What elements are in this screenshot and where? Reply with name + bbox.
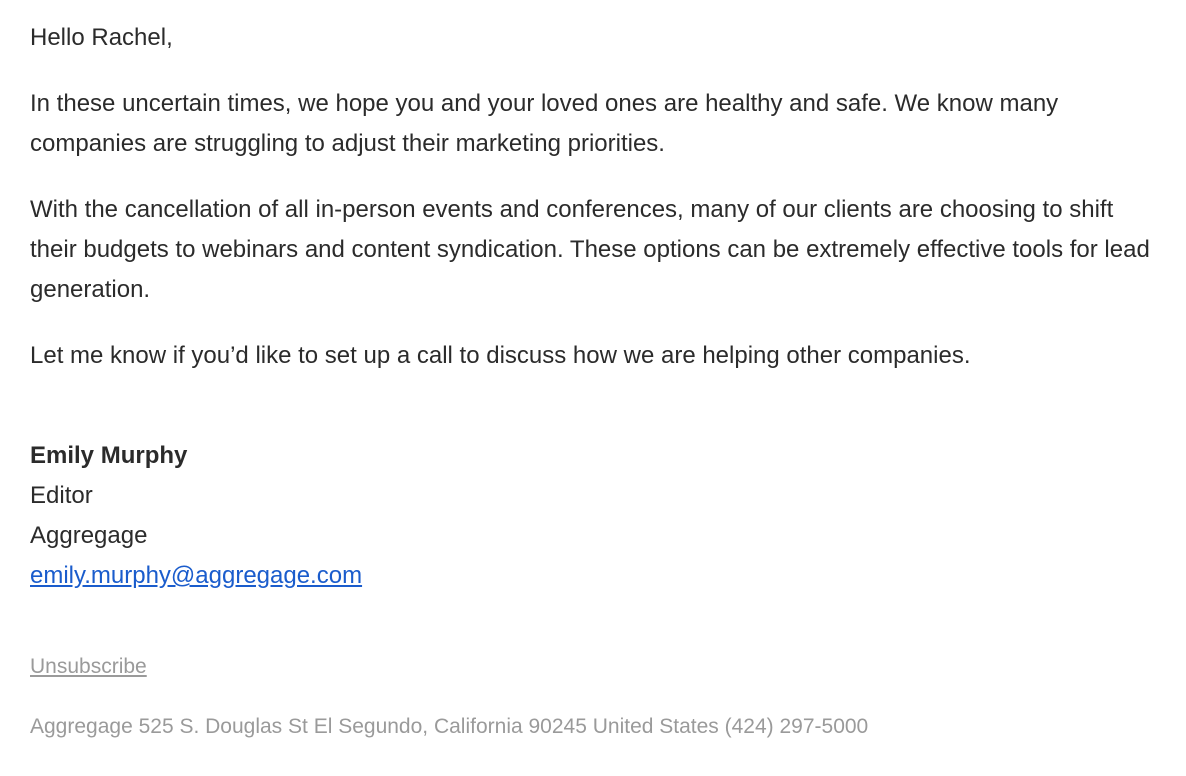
email-body [30,0,1160,742]
body-paragraph-3: Let me know if you’d like to set up a call to discuss how we are helping other companies. [30,342,971,369]
signature-name: Emily Murphy [30,442,188,469]
body-paragraph-1: In these uncertain times, we hope you and your loved ones are healthy and safe. We know many companies are struggling to adjust their marketing priorities. [30,90,1059,157]
greeting: Hello Rachel, [30,24,173,51]
signature-company: Aggregage [30,522,148,549]
signature-block [30,436,1160,596]
body-paragraph-2: With the cancellation of all in-person events and conferences, many of our clients are choosing to shift their budgets to webinars and content syndication. These options can be extremely effective tools for lead generation. [30,196,1150,303]
unsubscribe-link[interactable]: Unsubscribe [30,655,147,678]
footer-address: Aggregage 525 S. Douglas St El Segundo, California 90245 United States (424) 297-5000 [30,715,869,738]
signature-email-link[interactable]: emily.murphy@aggregage.com [30,562,363,589]
email-footer [30,652,1160,742]
signature-title: Editor [30,482,93,509]
